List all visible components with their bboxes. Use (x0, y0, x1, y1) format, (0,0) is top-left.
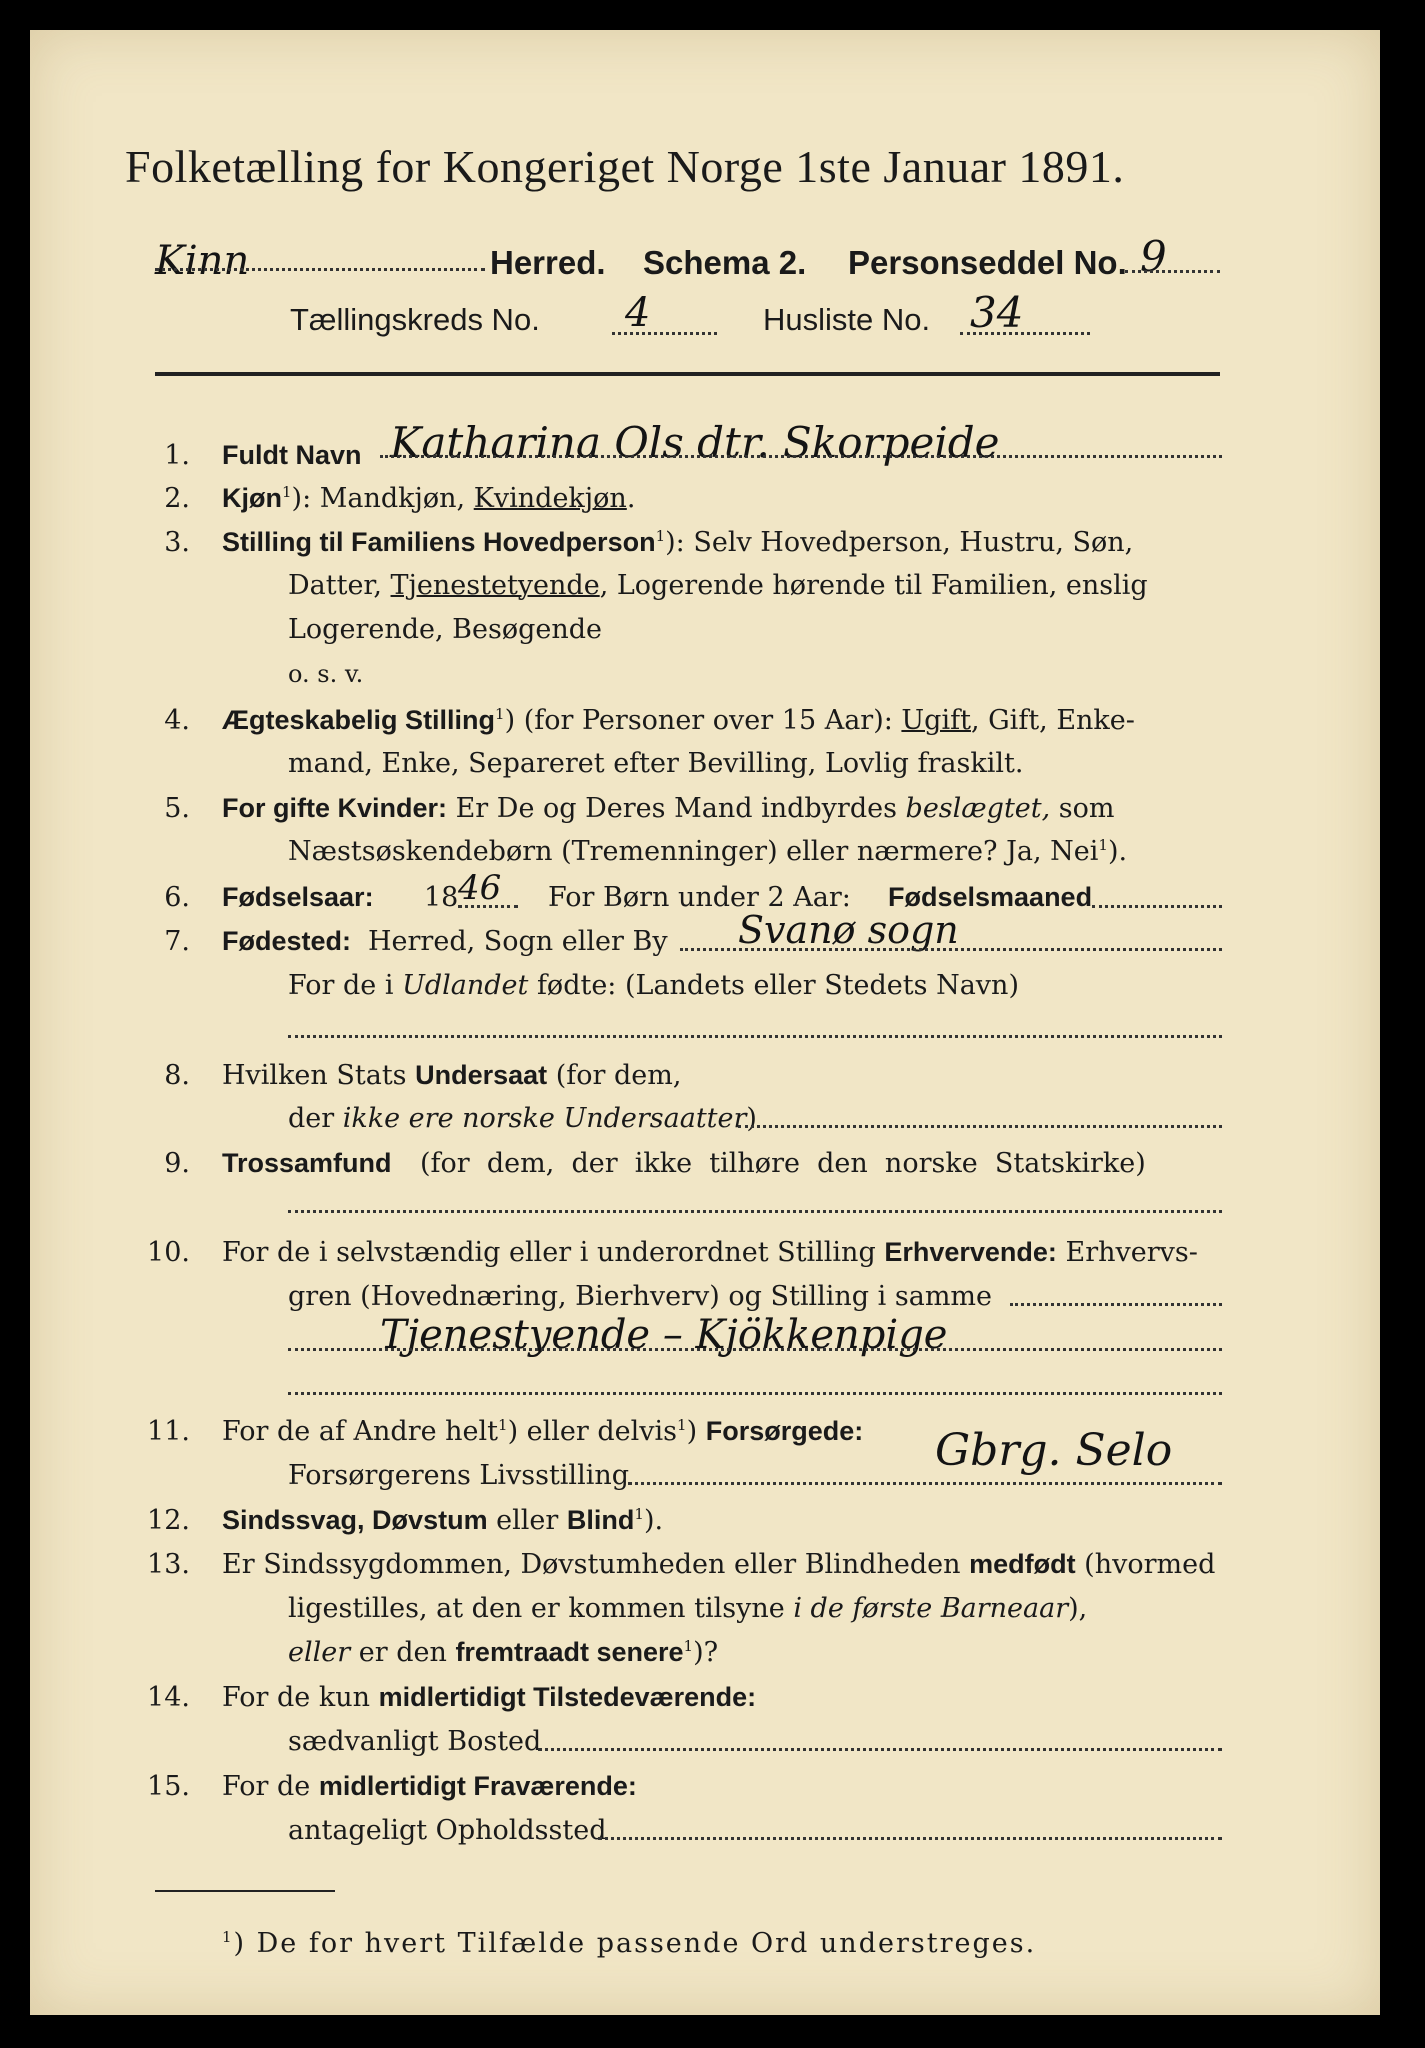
sex-label: Kjøn (222, 483, 282, 513)
religion-dotted-line (288, 1210, 1222, 1213)
birth-year-label: Fødselsaar: (222, 882, 374, 912)
occupation-dotted-line-2 (288, 1348, 1222, 1351)
disability-line: Sindssvag, Døvstum eller Blind$^1$). (222, 1505, 664, 1536)
taellingskreds-label: Tællingskreds No. (290, 302, 540, 337)
item-number: 11. (147, 1416, 190, 1447)
birthplace-label: Fødested: (222, 926, 352, 956)
family-position-line-3: Logerende, Besøgende (288, 614, 602, 645)
marital-status-line-2: mand, Enke, Separeret efter Bevilling, Lovlig fraskilt. (288, 748, 1024, 779)
item-number: 3. (164, 527, 190, 558)
sex-line: Kjøn$^1$): Mandkjøn, Kvindekjøn. (222, 483, 636, 514)
item-number: 1. (164, 440, 190, 471)
family-position-selected-option: Tjenestetyende (390, 570, 600, 601)
item-number: 8. (164, 1060, 190, 1091)
birthplace-text: Herred, Sogn eller By (368, 926, 668, 957)
family-position-label: Stilling til Familiens Hovedperson (222, 527, 656, 557)
citizenship-line-2: der ikke ere norske Undersaatter) (288, 1103, 757, 1134)
congenital-line-2: ligestilles, at den er kommen tilsyne i de første Barneaar), (288, 1593, 1088, 1624)
probable-residence-dotted-line (598, 1837, 1222, 1840)
taellingskreds-dotted-line (612, 332, 717, 335)
herred-dotted-line (155, 268, 485, 271)
full-name-handwritten: Katharina Ols dtr. Skorpeide (390, 418, 1000, 467)
supported-dotted-line (628, 1482, 1222, 1485)
married-women-line-1: For gifte Kvinder: Er De og Deres Mand indbyrdes beslægtet, som (222, 793, 1115, 824)
supporter-handwritten: Gbrg. Selo (935, 1425, 1173, 1476)
married-women-label: For gifte Kvinder: (222, 793, 448, 823)
item-number: 15. (147, 1771, 190, 1802)
taellingskreds-number: 4 (625, 290, 651, 336)
herred-label: Herred. (490, 244, 606, 281)
temporary-absent-line-1: For de midlertidigt Fraværende: (222, 1771, 637, 1802)
personseddel-number: 9 (1140, 232, 1167, 281)
family-position-line-1: Stilling til Familiens Hovedperson$^1$): Selv Hovedperson, Hustru, Søn, (222, 527, 1134, 558)
birth-year-handwritten: 46 (458, 868, 502, 908)
item-number: 5. (164, 793, 190, 824)
congenital-line-3: eller er den fremtraadt senere$^1$)? (288, 1637, 719, 1668)
occupation-dotted-line-3 (288, 1392, 1222, 1395)
temporary-absent-line-2: antageligt Opholdssted (288, 1815, 607, 1846)
temporary-present-line-2: sædvanligt Bosted (288, 1726, 542, 1757)
header-rule (155, 372, 1220, 376)
item-number: 14. (147, 1682, 190, 1713)
disability-label: Sindssvag, Døvstum (222, 1505, 488, 1535)
footnote-rule (155, 1890, 335, 1892)
supported-label: Forsørgede: (705, 1416, 864, 1446)
occupation-dotted-line-1 (1010, 1303, 1222, 1306)
occupation-line-2: gren (Hovednæring, Bierhverv) og Stilling i samme (288, 1281, 993, 1312)
citizenship-dotted-line (738, 1125, 1222, 1128)
occupation-handwritten: Tjenestyende – Kjökkenpige (380, 1312, 948, 1358)
birthplace-dotted-line (680, 948, 1222, 951)
temporary-present-line-1: For de kun midlertidigt Tilstedeværende: (222, 1682, 757, 1713)
full-name-dotted-line (380, 455, 1222, 458)
sex-selected-option: Kvindekjøn (473, 483, 627, 514)
census-form-page (30, 30, 1380, 2015)
marital-status-label: Ægteskabelig Stilling (222, 705, 496, 735)
religion-text: (for dem, der ikke tilhøre den norske Statskirke) (420, 1148, 1146, 1179)
supported-line-1: For de af Andre helt$^1$) eller delvis$^1$) Forsørgede: (222, 1416, 864, 1447)
item-number: 9. (164, 1148, 190, 1179)
citizenship-label: Undersaat (415, 1060, 548, 1090)
supported-line-2: Forsørgerens Livsstilling (288, 1460, 630, 1491)
husliste-number: 34 (970, 288, 1024, 337)
item-number: 13. (147, 1549, 190, 1580)
personseddel-dotted-line (1125, 270, 1220, 273)
birth-year-dotted-line (458, 905, 518, 908)
birth-month-label: Fødselsmaaned (888, 882, 1093, 912)
birth-month-dotted-line (1092, 905, 1222, 908)
item-number: 4. (164, 705, 190, 736)
birth-month-intro: For Børn under 2 Aar: (548, 882, 851, 913)
item-number: 6. (164, 882, 190, 913)
item-number: 12. (147, 1505, 190, 1536)
occupation-line-1: For de i selvstændig eller i underordnet Stilling Erhvervende: Erhvervs- (222, 1237, 1198, 1268)
family-position-line-2: Datter, Tjenestetyende, Logerende hørende til Familien, enslig (288, 570, 1148, 601)
item-number: 2. (164, 483, 190, 514)
birth-year-prefix: 18 (424, 882, 459, 913)
temporary-present-label: midlertidigt Tilstedeværende: (378, 1682, 757, 1712)
item-number: 7. (164, 926, 190, 957)
herred-handwritten: Kinn (155, 238, 250, 284)
congenital-label: medfødt (969, 1549, 1076, 1579)
usual-residence-dotted-line (538, 1748, 1222, 1751)
temporary-absent-label: midlertidigt Fraværende: (318, 1771, 637, 1801)
birthplace-handwritten: Svanø sogn (738, 908, 959, 952)
marital-status-selected-option: Ugift (901, 705, 971, 736)
birthplace-abroad-dotted-line (288, 1035, 1222, 1038)
item-number: 10. (147, 1237, 190, 1268)
birthplace-abroad-line: For de i Udlandet fødte: (Landets eller Stedets Navn) (288, 970, 1019, 1001)
occupation-label: Erhvervende: (884, 1237, 1057, 1267)
citizenship-line-1: Hvilken Stats Undersaat (for dem, (222, 1060, 682, 1091)
congenital-line-1: Er Sindssygdommen, Døvstumheden eller Blindheden medfødt (hvormed (222, 1549, 1216, 1580)
husliste-dotted-line (960, 332, 1090, 335)
form-title: Folketælling for Kongeriget Norge 1ste Januar 1891. (125, 141, 1125, 192)
footnote: $^1$) De for hvert Tilfælde passende Ord understreges. (222, 1928, 1037, 1959)
family-position-line-4: o. s. v. (288, 660, 364, 688)
schema-label: Schema 2. (643, 244, 807, 281)
marital-status-line-1: Ægteskabelig Stilling$^1$) (for Personer over 15 Aar): Ugift, Gift, Enke- (222, 705, 1135, 736)
husliste-label: Husliste No. (763, 302, 931, 337)
married-women-line-2: Næstsøskendebørn (Tremenninger) eller nærmere? Ja, Nei$^1$). (288, 836, 1128, 867)
religion-label: Trossamfund (222, 1148, 392, 1178)
full-name-label: Fuldt Navn (222, 440, 362, 470)
personseddel-label: Personseddel No. (848, 244, 1127, 281)
